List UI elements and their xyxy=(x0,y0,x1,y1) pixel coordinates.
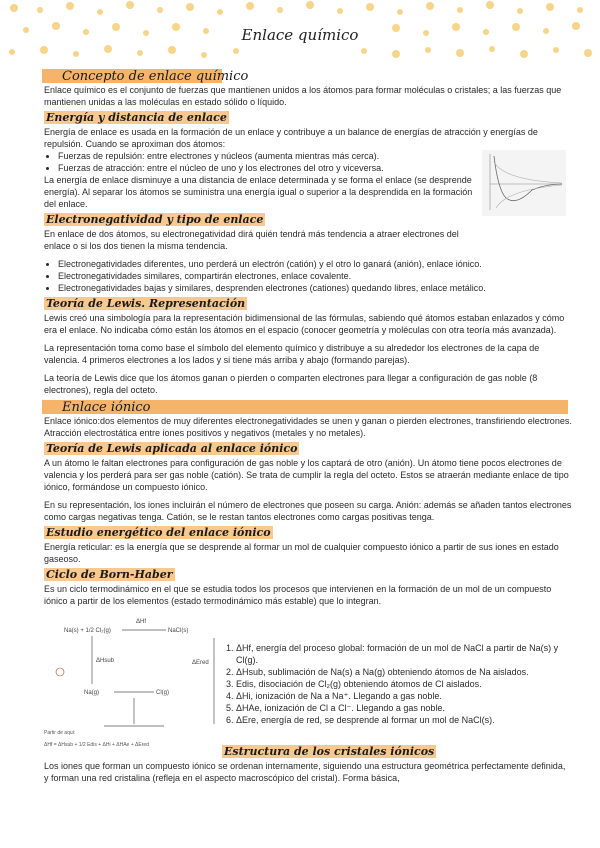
lewis-p2: La representación toma como base el símbolo del elemento químico y distribuye a su alrededor los electrones de la capa de valencia. 4 primeros electrones a los lados y si tiene más arriba y abajo (formando parejas). xyxy=(44,343,540,365)
diagram-label: ΔHsub xyxy=(96,658,115,664)
list-item: • Fuerzas de repulsión: entre electrones y núcleos (aumenta mientras más cerca). xyxy=(58,150,572,162)
section-heading: Concepto de enlace químico xyxy=(62,69,249,84)
section-heading: Enlace iónico xyxy=(62,400,151,415)
lewis-p1: Lewis creó una simbología para la representación bidimensional de las fórmulas, sabiendo qué átomos estaban enlazados y cómo era el enlace. No indicaba cómo están los átomos en el espacio (conocer geometría y moléculas con otra teoría más avanzada). xyxy=(44,313,565,335)
lewis-ionico-p2: En su representación, los iones incluirán el número de electrones que poseen su carga. Anión: además se añaden tantos electrones como cargas negativas tenga. Catión, se le restan tantos electrones como cargas positivas tenga. xyxy=(44,500,572,522)
list-item: • Fuerzas de atracción: entre el núcleo de uno y los electrones del otro y viceversa. xyxy=(58,162,572,174)
list-item: 5. ΔHAe, ionización de Cl a Cl⁻. Llegando a gas noble. xyxy=(236,702,570,714)
cristales-text: Los iones que forman un compuesto iónico se ordenan internamente, siguiendo una estructura geométrica perfectamente definida, y forman una red cristalina (refleja en el aspecto macroscópico del cristal). Forma básica, xyxy=(44,761,566,783)
subheading-electronegatividad: Electronegatividad y tipo de enlace xyxy=(46,213,264,226)
diagram-label: Na(g) xyxy=(84,690,100,696)
list-item: 2. ΔHsub, sublimación de Na(s) a Na(g) obteniendo átomos de Na aislados. xyxy=(236,666,570,678)
list-item: 1. ΔHf, energía del proceso global: formación de un mol de NaCl a partir de Na(s) y Cl(g). xyxy=(236,642,570,666)
electroneg-list xyxy=(44,258,572,294)
diagram-label: ΔEred xyxy=(192,660,209,666)
energia-intro: Energía de enlace es usada en la formación de un enlace y contribuye a un balance de energías de atracción y energías de repulsión. Cuando se aproximan dos átomos: xyxy=(44,127,538,149)
estudio-text: Energía reticular: es la energía que se desprende al formar un mol de cualquier compuesto iónico a partir de sus iones en estado gaseoso. xyxy=(44,542,559,564)
section-concepto xyxy=(44,67,572,84)
list-item: • Electronegatividades diferentes, uno perderá un electrón (catión) y el otro lo ganará (anión), enlace iónico. xyxy=(58,258,572,270)
subheading-cristales: Estructura de los cristales iónicos xyxy=(224,745,435,758)
diagram-label: Cl(g) xyxy=(156,690,169,696)
energia-text: La energía de enlace disminuye a una distancia de enlace determinada y se forma el enlace (se desprende energía). Al separar los átomos se suministra una energía igual o superior a la desprendida en la formación del enlace. xyxy=(44,175,473,209)
concepto-text: Enlace químico es el conjunto de fuerzas que mantienen unidos a los átomos para formar moléculas o cristales; a las fuerzas que mantienen unidas a las moléculas en estado sólido o líquido. xyxy=(44,85,562,107)
ionico-text: Enlace iónico:dos elementos de muy diferentes electronegatividades se unen y ganan o pierden electrones, transfiriendo electrones. Atracción electrostática entre iones positivos y negativos (metales y no metales). xyxy=(44,416,572,438)
diagram-label: Na(s) + 1/2 Cl₂(g) xyxy=(64,628,111,634)
list-item: • Electronegatividades bajas y similares, desprenden electrones (cationes) quedando libres, enlace metálico. xyxy=(58,282,572,294)
list-item: 3. Edis, disociación de Cl₂(g) obteniendo átomos de Cl aislados. xyxy=(236,678,570,690)
born-haber-steps xyxy=(220,642,570,726)
lewis-p3: La teoría de Lewis dice que los átomos ganan o pierden o comparten electrones para llegar a configuración de gas noble (8 electrones), regla del octeto. xyxy=(44,373,538,395)
list-item: • Electronegatividades similares, compartirán electrones, enlace covalente. xyxy=(58,270,572,282)
subheading-born-haber: Ciclo de Born-Haber xyxy=(46,568,173,581)
lewis-ionico-p1: A un átomo le faltan electrones para configuración de gas noble y los captará de otro (anión). Un átomo tiene pocos electrones de valencia y los perderá para ser gas noble (catión). Se trata de cumplir la regla del octeto. Estos se atraerán mediante enlace de tipo iónico, formándose un compuesto iónico. xyxy=(44,458,569,492)
subheading-lewis: Teoría de Lewis. Representación xyxy=(46,297,246,310)
list-item: 6. ΔEre, energía de red, se desprende al formar un mol de NaCl(s). xyxy=(236,714,570,726)
subheading-lewis-ionico: Teoría de Lewis aplicada al enlace iónico xyxy=(46,442,298,455)
subheading-energia: Energía y distancia de enlace xyxy=(46,111,227,124)
subheading-estudio: Estudio energético del enlace iónico xyxy=(46,526,271,539)
steps-list xyxy=(220,642,570,726)
diagram-label: ΔHf xyxy=(136,619,147,625)
born-text: Es un ciclo termodinámico en el que se estudia todos los procesos que intervienen en la formación de un mol de un compuesto iónico a partir de los elementos (estado termodinámico más estable) que lo integran. xyxy=(44,584,552,606)
diagram-label: NaCl(s) xyxy=(168,628,189,634)
cristales-section xyxy=(44,742,572,784)
page-title: Enlace químico xyxy=(241,26,359,44)
list-item: 4. ΔHi, ionización de Na a Na⁺. Llegando a gas noble. xyxy=(236,690,570,702)
electroneg-intro: En enlace de dos átomos, su electronegatividad dirá quién tendrá más tendencia a atraer electrones del enlace o si los dos tienen la misma tendencia. xyxy=(44,229,459,251)
born-haber-diagram xyxy=(44,614,224,752)
diagram-formula: ΔHf = ΔHsub + 1/2 Edis + ΔHi + ΔHAe + ΔEred xyxy=(44,742,149,748)
energy-distance-graph xyxy=(482,150,566,216)
notes-body xyxy=(44,67,572,607)
section-ionico xyxy=(44,398,572,415)
diagram-label: Partir de aquí: xyxy=(44,730,76,736)
